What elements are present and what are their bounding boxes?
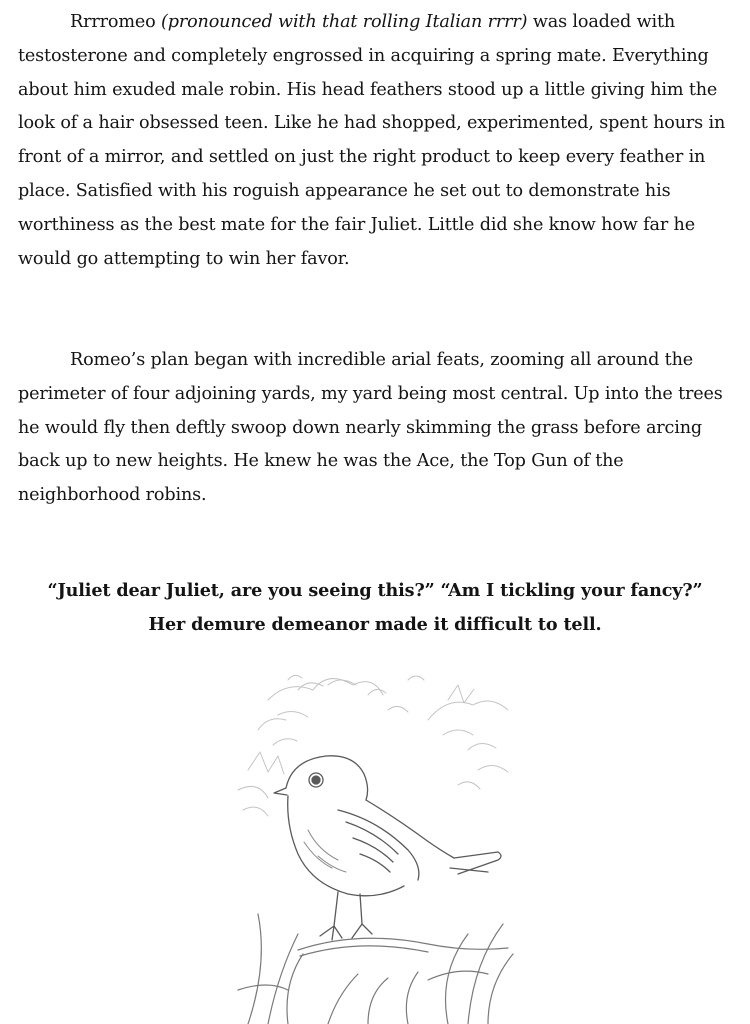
story-paragraph-1 xyxy=(18,6,734,276)
paragraph-1-rest: was loaded with testosterone and completely engrossed in acquiring a spring mate. Everything about him exuded male robin. His head feathers stood up a little giving him the look of a hair obsessed teen. Like he had shopped, experimented, spent hours in front of a mirror, and settled on just the right product to keep every feather in place. Satisfied with his roguish appearance he set out to demonstrate his worthiness as the best mate for the fair Juliet. Little did she know how far he would go attempting to win her favor. xyxy=(18,12,726,269)
quote-line-1: “Juliet dear Juliet, are you seeing this?” “Am I tickling your fancy?” xyxy=(47,580,703,601)
robin-illustration xyxy=(228,660,528,1024)
quote-line-2: Her demure demeanor made it difficult to tell. xyxy=(148,614,602,635)
story-paragraph-2 xyxy=(18,344,734,513)
branch-and-grass xyxy=(238,914,513,1024)
paragraph-1-lead: Rrrromeo xyxy=(70,12,162,32)
robin-figure xyxy=(274,756,501,940)
pronunciation-aside: (pronounced with that rolling Italian rrrr) xyxy=(161,12,528,32)
foliage-background xyxy=(238,675,508,816)
paragraph-2-text: Romeo’s plan began with incredible arial feats, zooming all around the perimeter of four adjoining yards, my yard being most central. Up into the trees he would fly then deftly swoop down nearly skimming the grass before arcing back up to new heights. He knew he was the Ace, the Top Gun of the neighborhood robins. xyxy=(18,350,723,506)
